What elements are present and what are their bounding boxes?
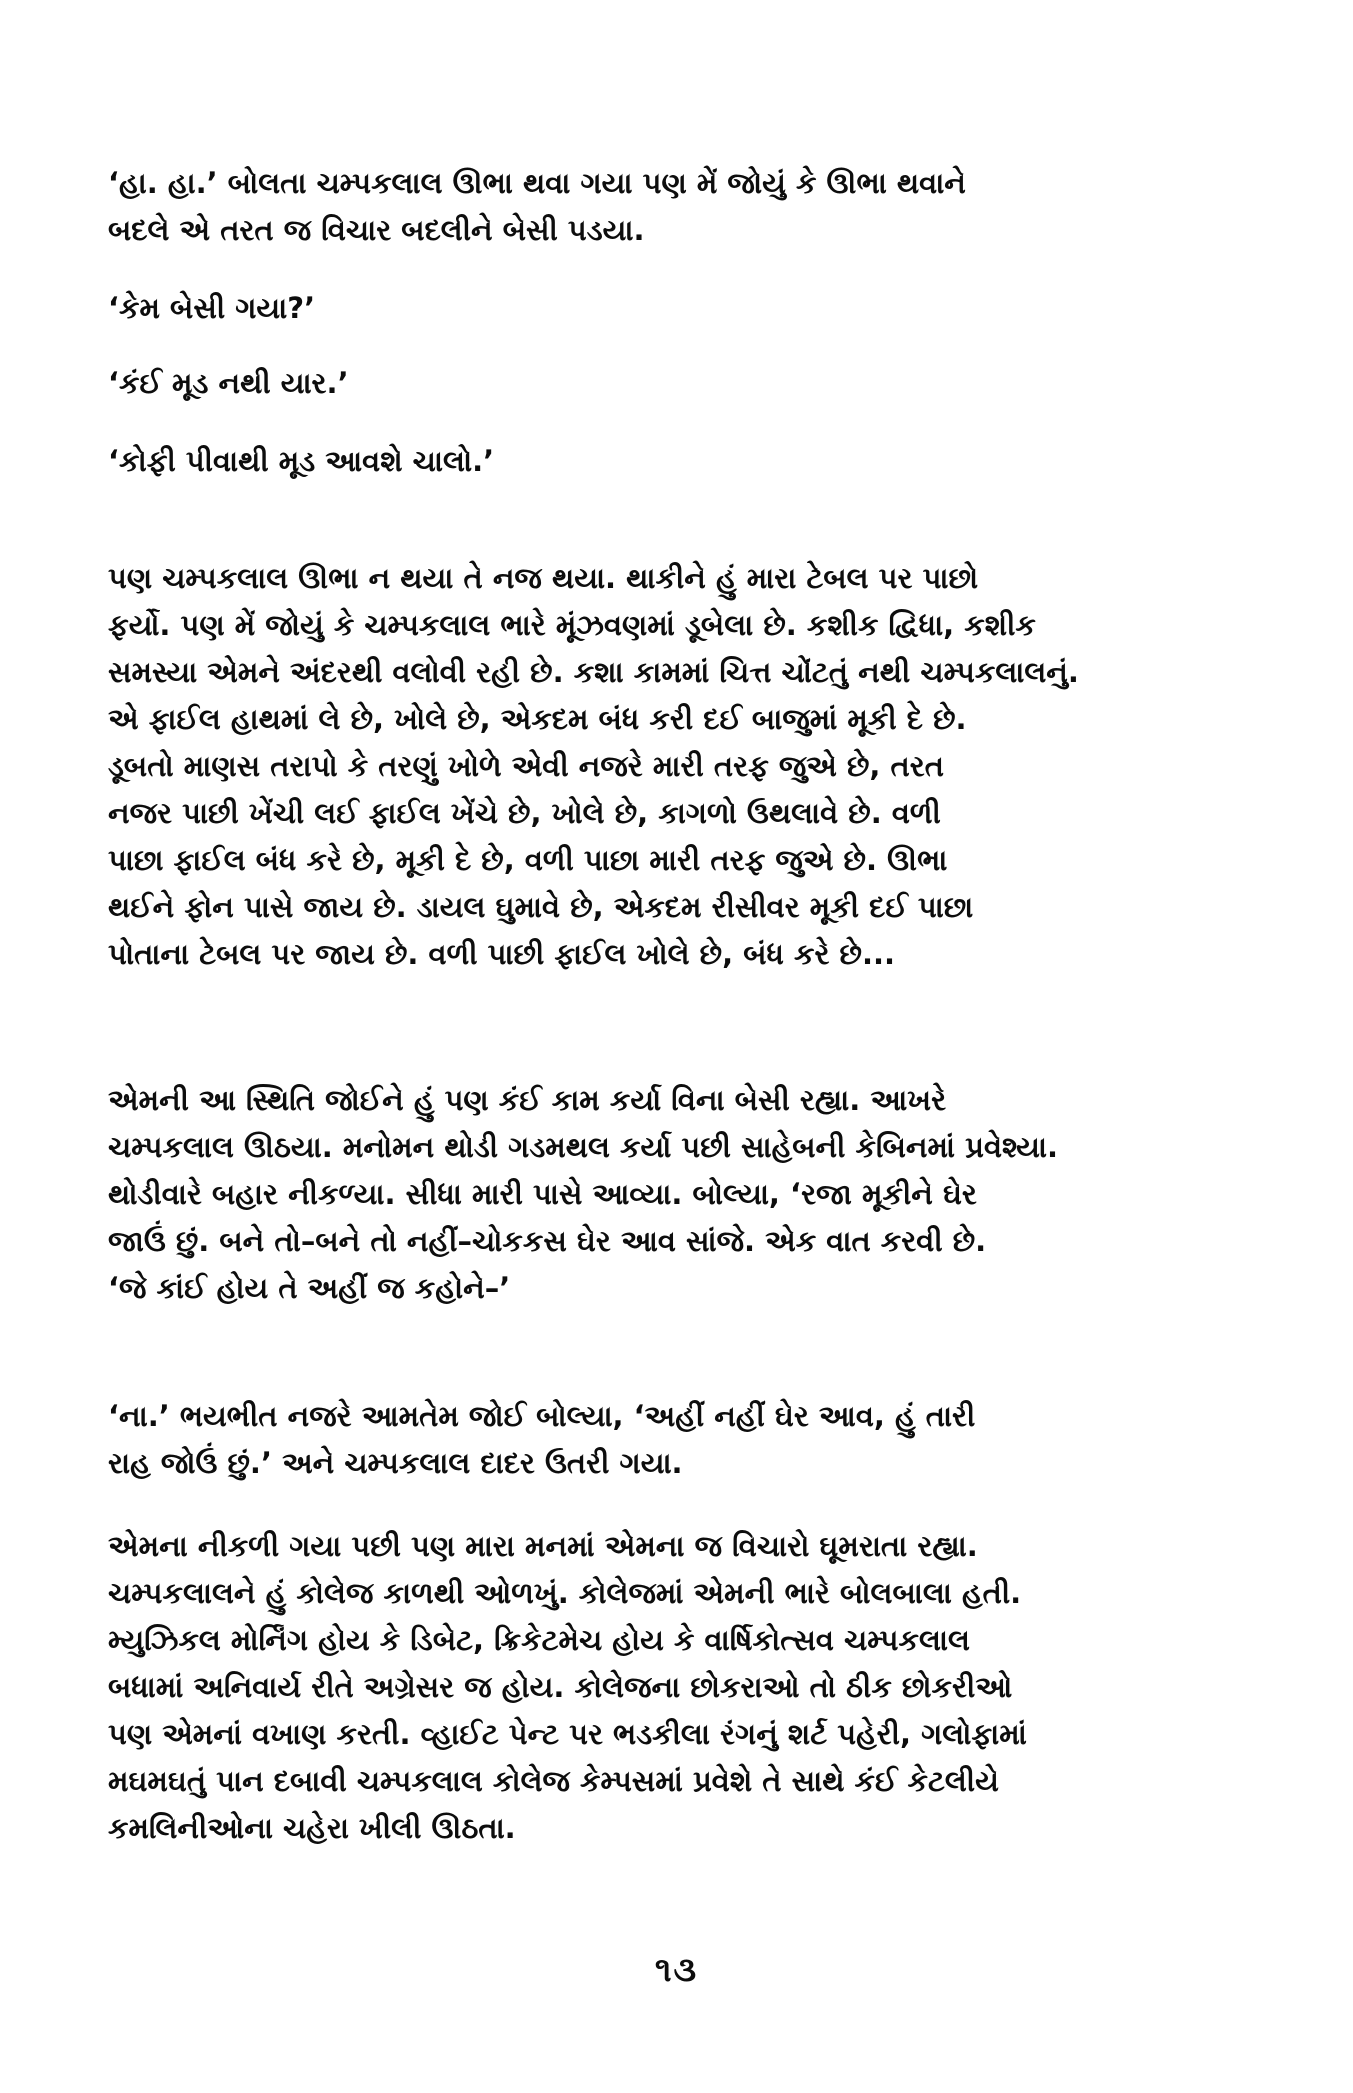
text-line: એમની આ સ્થિતિ જોઈને હું પણ કંઈ કામ કર્યા વિના બેસી રહ્યા. આખરે [108,1083,947,1117]
text-line: એ ફાઈલ હાથમાં લે છે, ખોલે છે, એકદમ બંધ કરી દઈ બાજુમાં મૂકી દે છે. [108,702,967,736]
paragraph-5 [108,555,1243,978]
paragraph-2 [108,285,1243,332]
page-number: ૧૩ [654,1950,699,1990]
text-line: મ્યુઝિકલ મોર્નિંગ હોય કે ડિબેટ, ક્રિકેટમેચ હોય કે વાર્ષિકોત્સવ ચમ્પકલાલ [108,1623,970,1657]
text-line: પણ એમનાં વખાણ કરતી. વ્હાઈટ પેન્ટ પર ભડકીલા રંગનું શર્ટ પહેરી, ગલોફામાં [108,1717,1027,1751]
text-line: બધામાં અનિવાર્ય રીતે અગ્રેસર જ હોય. કોલેજના છોકરાઓ તો ઠીક છોકરીઓ [108,1670,1013,1704]
text-line: ચમ્પકલાલ ઊઠયા. મનોમન થોડી ગડમથલ કર્યા પછી સાહેબની કેબિનમાં પ્રવેશ્યા. [108,1130,1059,1164]
text-line: ‘જે કાંઈ હોય તે અહીં જ કહોને–’ [108,1271,511,1305]
paragraph-1 [108,160,1243,254]
text-line: પણ ચમ્પકલાલ ઊભા ન થયા તે નજ થયા. થાકીને હું મારા ટેબલ પર પાછો [108,561,979,595]
text-line: ‘ના.’ ભયભીત નજરે આમતેમ જોઈ બોલ્યા, ‘અહીં નહીં ઘેર આવ, હું તારી [108,1399,976,1433]
paragraph-7 [108,1393,1243,1487]
text-line: ‘કોફી પીવાથી મૂડ આવશે ચાલો.’ [108,444,495,478]
text-line: નજર પાછી ખેંચી લઈ ફાઈલ ખેંચે છે, ખોલે છે, કાગળો ઉથલાવે છે. વળી [108,796,941,830]
text-line: ‘કંઈ મૂડ નથી યાર.’ [108,366,349,400]
paragraph-3 [108,360,1243,407]
paragraph-6 [108,1077,1243,1312]
text-line: સમસ્યા એમને અંદરથી વલોવી રહી છે. કશા કામમાં ચિત્ત ચોંટતું નથી ચમ્પકલાલનું. [108,655,1079,689]
text-line: થઈને ફોન પાસે જાય છે. ડાયલ ઘુમાવે છે, એકદમ રીસીવર મૂકી દઈ પાછા [108,890,974,924]
text-line: ‘કેમ બેસી ગયા?’ [108,291,316,325]
text-line: રાહ જોઉં છું.’ અને ચમ્પકલાલ દાદર ઉતરી ગયા. [108,1446,683,1480]
paragraph-8 [108,1523,1243,1852]
text-line: જાઉં છું. બને તો–બને તો નહીં–ચોકકસ ઘેર આવ સાંજે. એક વાત કરવી છે. [108,1224,987,1258]
text-line: પાછા ફાઈલ બંધ કરે છે, મૂકી દે છે, વળી પાછા મારી તરફ જુએ છે. ઊભા [108,843,948,877]
text-line: કમલિનીઓના ચહેરા ખીલી ઊઠતા. [108,1811,516,1845]
text-line: બદલે એ તરત જ વિચાર બદલીને બેસી પડયા. [108,213,645,247]
text-line: ચમ્પકલાલને હું કોલેજ કાળથી ઓળખું. કોલેજમાં એમની ભારે બોલબાલા હતી. [108,1576,1022,1610]
paragraph-4 [108,438,1243,485]
text-line: થોડીવારે બહાર નીકળ્યા. સીધા મારી પાસે આવ્યા. બોલ્યા, ‘રજા મૂકીને ઘેર [108,1177,977,1211]
text-line: મઘમઘતું પાન દબાવી ચમ્પકલાલ કોલેજ કેમ્પસમાં પ્રવેશે તે સાથે કંઈ કેટલીયે [108,1764,999,1798]
text-line: ફર્યો. પણ મેં જોયું કે ચમ્પકલાલ ભારે મૂંઝવણમાં ડૂબેલા છે. કશીક દ્વિધા, કશીક [108,608,1036,642]
text-line: ‘હા. હા.’ બોલતા ચમ્પકલાલ ઊભા થવા ગયા પણ મેં જોયું કે ઊભા થવાને [108,166,966,200]
text-line: એમના નીકળી ગયા પછી પણ મારા મનમાં એમના જ વિચારો ઘૂમરાતા રહ્યા. [108,1529,978,1563]
text-line: ડૂબતો માણસ તરાપો કે તરણું ખોળે એવી નજરે મારી તરફ જુએ છે, તરત [108,749,944,783]
text-line: પોતાના ટેબલ પર જાય છે. વળી પાછી ફાઈલ ખોલે છે, બંધ કરે છે... [108,937,896,971]
